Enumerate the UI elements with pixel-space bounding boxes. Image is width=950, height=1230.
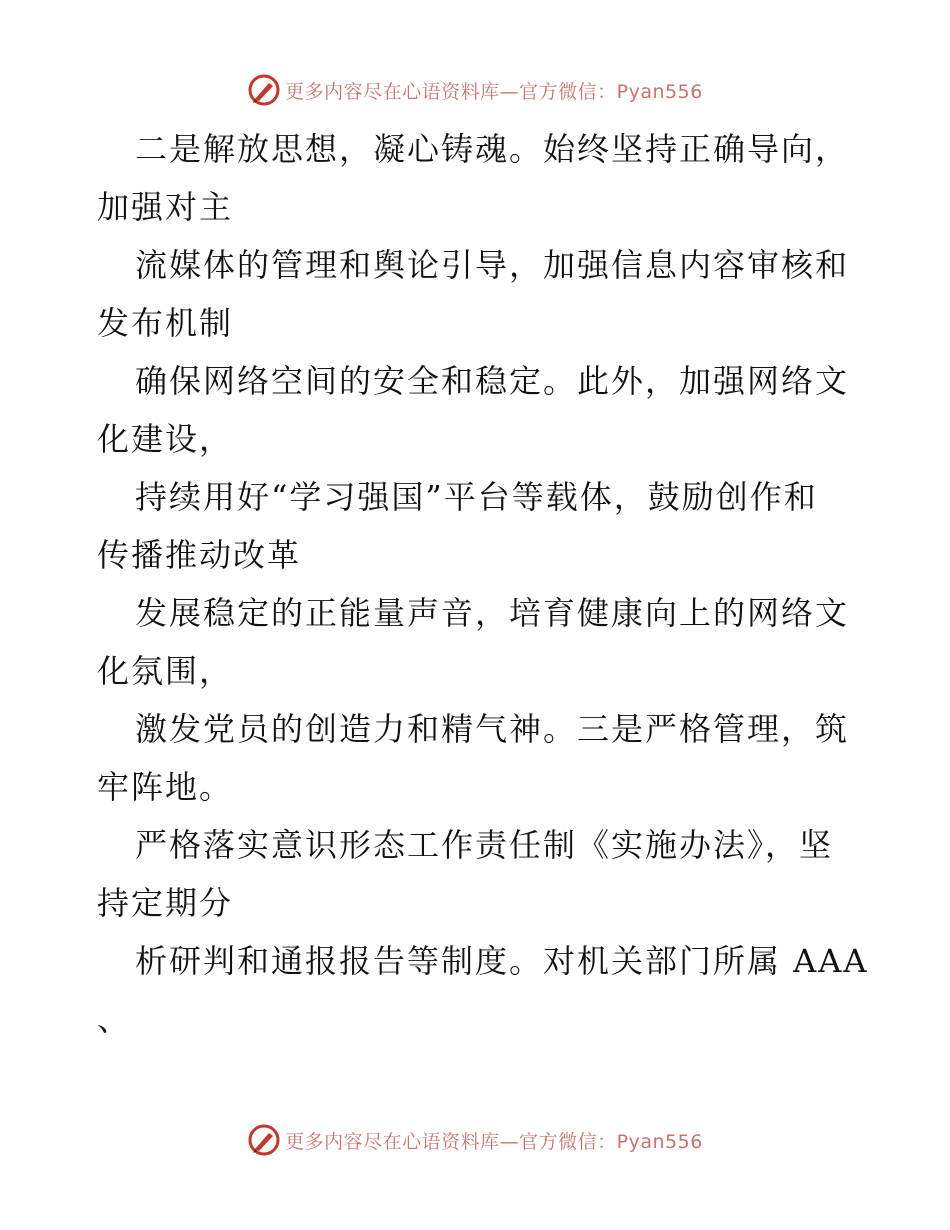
paragraph bbox=[97, 584, 857, 700]
paragraph-line: 化建设， bbox=[97, 420, 234, 458]
paragraph-line: 严格落实意识形态工作责任制《实施办法》，坚 bbox=[135, 826, 834, 864]
paragraph-line: 发展稳定的正能量声音，培育健康向上的网络文 bbox=[135, 594, 850, 632]
paragraph-line: 、 bbox=[97, 1000, 132, 1038]
watermark-text: 更多内容尽在心语资料库—官方微信：Pyan556 bbox=[285, 80, 703, 103]
paragraph-line: 化氛围， bbox=[97, 652, 234, 690]
pen-circle-icon bbox=[247, 1123, 281, 1157]
paragraph-line: 二是解放思想，凝心铸魂。始终坚持正确导向， bbox=[135, 130, 850, 168]
paragraph-line: 牢阵地。 bbox=[97, 768, 234, 806]
paragraph-line: 激发党员的创造力和精气神。三是严格管理，筑 bbox=[135, 710, 850, 748]
paragraph-line: 发布机制 bbox=[97, 304, 234, 342]
paragraph bbox=[97, 352, 857, 468]
paragraph-line: 流媒体的管理和舆论引导，加强信息内容审核和 bbox=[135, 246, 850, 284]
paragraph-line: 加强对主 bbox=[97, 188, 234, 226]
watermark-text: 更多内容尽在心语资料库—官方微信：Pyan556 bbox=[285, 1130, 703, 1153]
paragraph-line: 持续用好“学习强国”平台等载体，鼓励创作和 bbox=[135, 478, 818, 516]
paragraph bbox=[97, 700, 857, 816]
document-body bbox=[97, 120, 869, 1048]
paragraph bbox=[97, 120, 857, 236]
footer-watermark bbox=[0, 1120, 950, 1160]
paragraph bbox=[97, 816, 857, 932]
pen-circle-icon bbox=[247, 73, 281, 107]
header-watermark bbox=[0, 70, 950, 110]
paragraph-line: 确保网络空间的安全和稳定。此外，加强网络文 bbox=[135, 362, 850, 400]
paragraph bbox=[97, 932, 869, 1048]
paragraph-line: 持定期分 bbox=[97, 884, 234, 922]
paragraph bbox=[97, 236, 857, 352]
paragraph bbox=[97, 468, 857, 584]
paragraph-line: 析研判和通报报告等制度。对机关部门所属 AAA bbox=[135, 942, 869, 980]
paragraph-line: 传播推动改革 bbox=[97, 536, 302, 574]
